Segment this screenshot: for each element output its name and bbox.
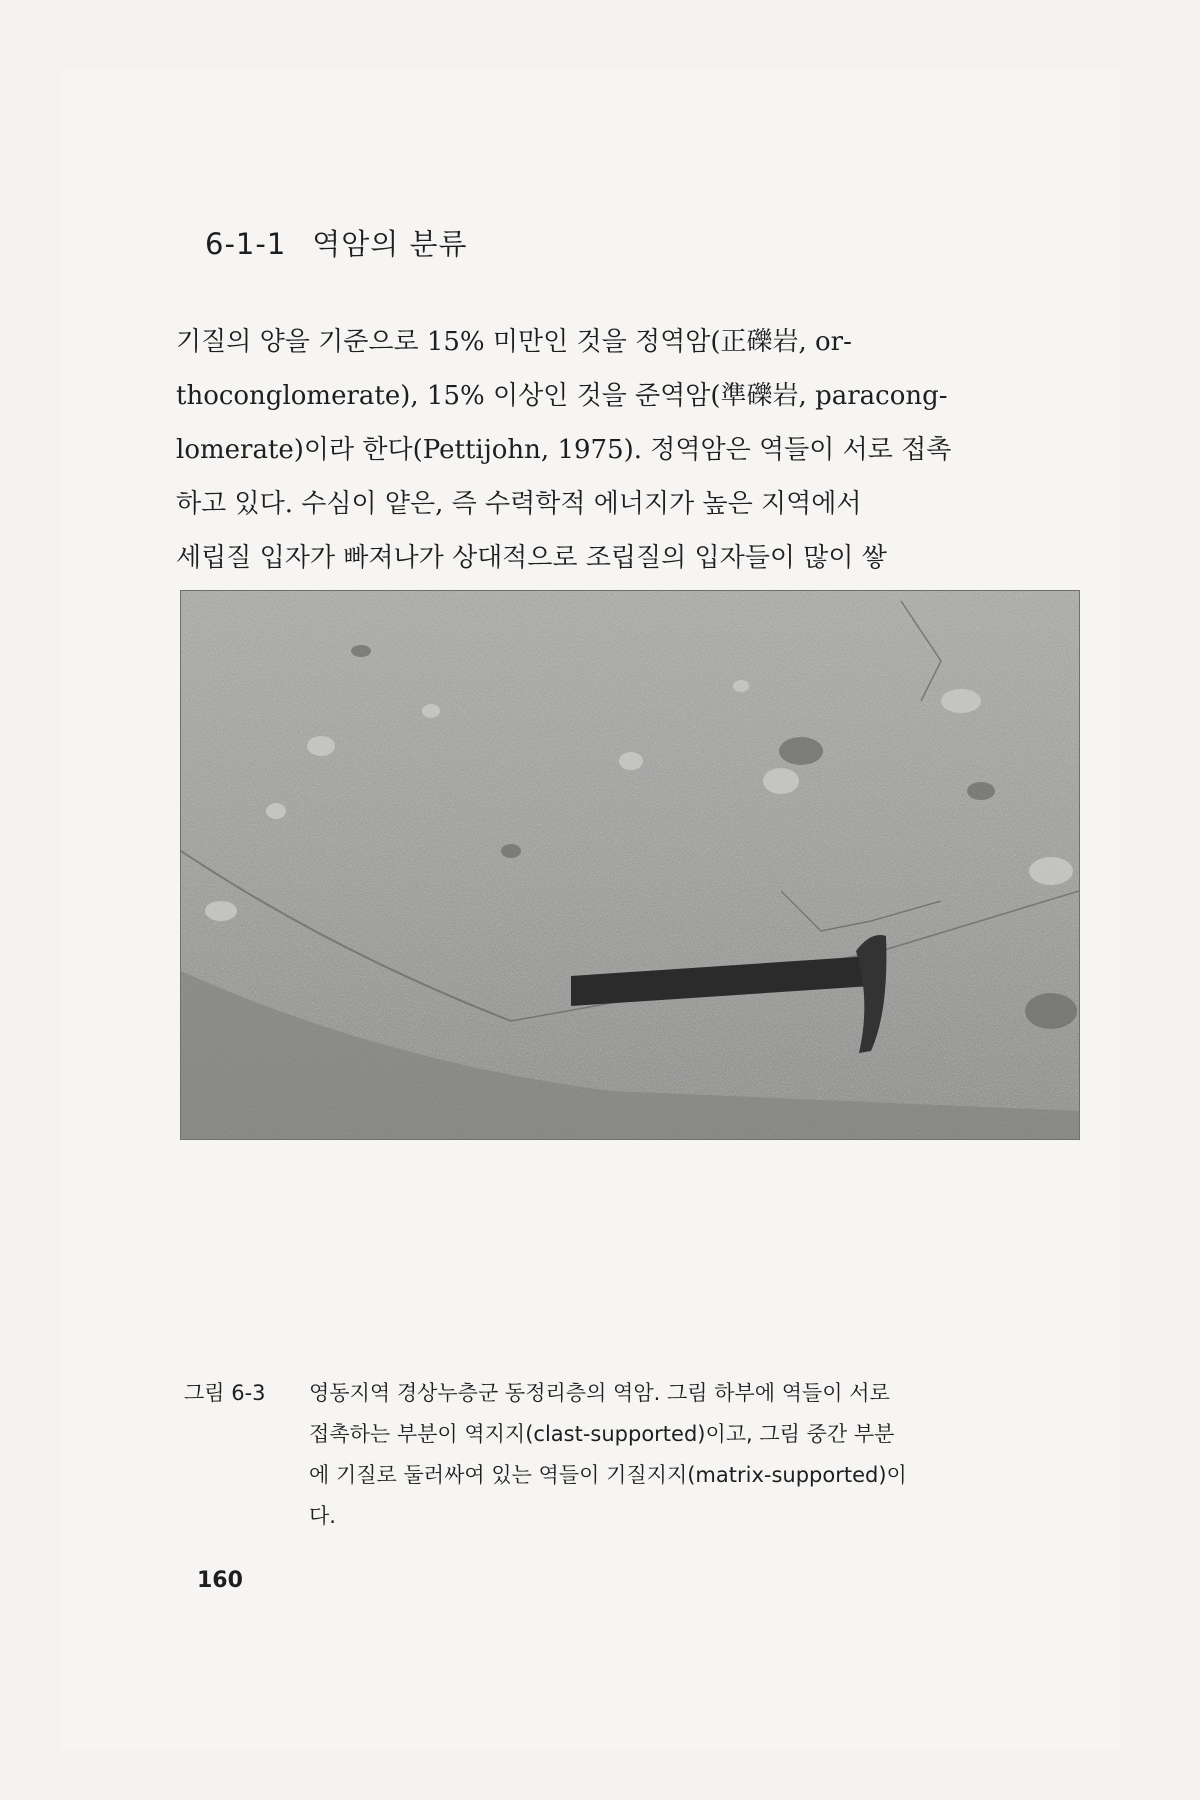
- section-heading: [205, 222, 468, 263]
- caption-line: 접촉하는 부분이 역지지(clast-supported)이고, 그림 중간 부분: [309, 1422, 895, 1446]
- caption-line: 에 기질로 둘러싸여 있는 역들이 기질지지(matrix-supported)이: [309, 1463, 907, 1487]
- section-number: 6-1-1: [205, 227, 287, 261]
- conglomerate-photo: [180, 590, 1080, 1140]
- caption-text: [309, 1373, 1089, 1537]
- page-number: 160: [197, 1568, 243, 1593]
- body-line: 기질의 양을 기준으로 15% 미만인 것을 정역암(正礫岩, or-: [176, 327, 852, 357]
- caption-line: 영동지역 경상누층군 동정리층의 역암. 그림 하부에 역들이 서로: [309, 1381, 890, 1405]
- section-title: 역암의 분류: [312, 227, 468, 261]
- outcrop-illustration: [181, 591, 1079, 1139]
- figure-label: 그림 6-3: [184, 1381, 266, 1405]
- body-line: 세립질 입자가 빠져나가 상대적으로 조립질의 입자들이 많이 쌓: [176, 543, 887, 573]
- caption-line: 다.: [309, 1504, 336, 1528]
- body-line: thoconglomerate), 15% 이상인 것을 준역암(準礫岩, paracong-: [176, 381, 948, 411]
- body-line: lomerate)이라 한다(Pettijohn, 1975). 정역암은 역들이 서로 접촉: [176, 435, 952, 465]
- body-paragraph: [176, 315, 1076, 585]
- body-line: 하고 있다. 수심이 얕은, 즉 수력학적 에너지가 높은 지역에서: [176, 489, 862, 519]
